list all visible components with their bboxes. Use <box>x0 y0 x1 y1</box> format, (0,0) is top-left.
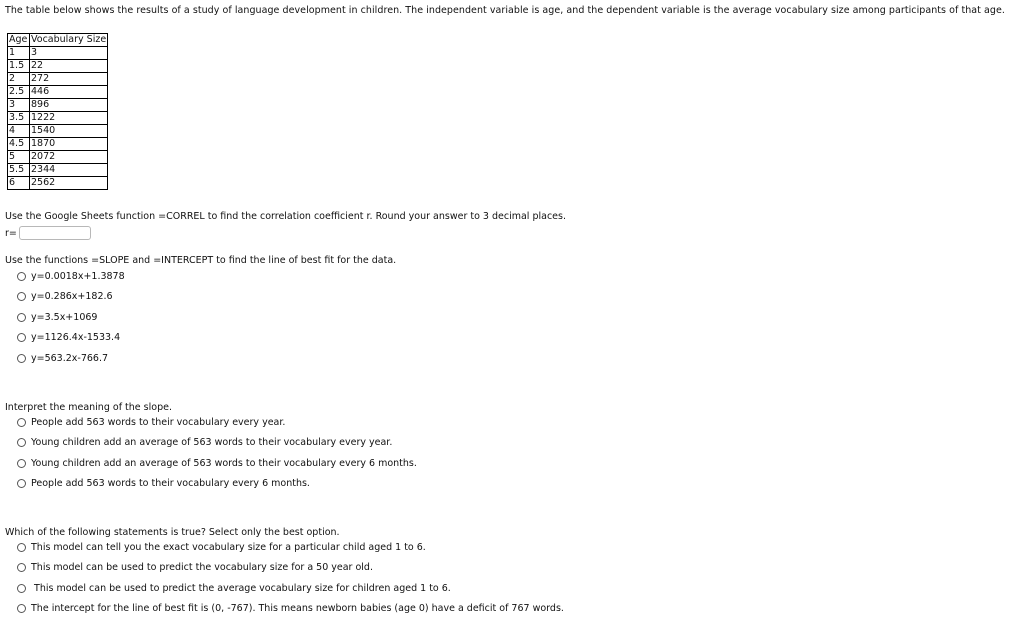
table-row <box>8 86 108 99</box>
q2-options <box>17 266 125 369</box>
option-label: y=563.2x-766.7 <box>31 352 109 364</box>
radio-button[interactable] <box>17 272 26 281</box>
column-header-age: Age <box>8 34 30 47</box>
table-header-row <box>8 34 108 47</box>
radio-button[interactable] <box>17 438 26 447</box>
q2-option[interactable] <box>17 307 125 328</box>
vocabulary-cell: 3 <box>30 47 108 60</box>
radio-button[interactable] <box>17 459 26 468</box>
age-cell: 3 <box>8 99 30 112</box>
radio-button[interactable] <box>17 354 26 363</box>
option-label: This model can be used to predict the average vocabulary size for children aged 1 to 6. <box>31 582 451 594</box>
radio-button[interactable] <box>17 584 26 593</box>
data-table <box>7 33 108 190</box>
radio-button[interactable] <box>17 333 26 342</box>
vocabulary-cell: 2344 <box>30 164 108 177</box>
q4-prompt: Which of the following statements is true? Select only the best option. <box>5 527 340 538</box>
q2-option[interactable] <box>17 348 125 369</box>
radio-button[interactable] <box>17 563 26 572</box>
q3-option[interactable] <box>17 412 417 433</box>
vocabulary-cell: 446 <box>30 86 108 99</box>
age-cell: 5.5 <box>8 164 30 177</box>
vocabulary-cell: 896 <box>30 99 108 112</box>
option-label: This model can be used to predict the vocabulary size for a 50 year old. <box>31 562 373 574</box>
age-cell: 6 <box>8 177 30 190</box>
q2-prompt: Use the functions =SLOPE and =INTERCEPT to find the line of best fit for the data. <box>5 255 397 266</box>
table-row <box>8 60 108 73</box>
radio-button[interactable] <box>17 479 26 488</box>
q4-option[interactable] <box>17 599 564 620</box>
q4-option[interactable] <box>17 578 564 599</box>
option-label: y=0.0018x+1.3878 <box>31 270 125 282</box>
q2-option[interactable] <box>17 266 125 287</box>
table-row <box>8 151 108 164</box>
q4-option[interactable] <box>17 558 564 579</box>
q4-option[interactable] <box>17 537 564 558</box>
option-label: People add 563 words to their vocabulary every 6 months. <box>31 478 310 490</box>
radio-button[interactable] <box>17 418 26 427</box>
table-row <box>8 73 108 86</box>
option-label: y=3.5x+1069 <box>31 311 98 323</box>
q3-option[interactable] <box>17 433 417 454</box>
q3-options <box>17 412 417 494</box>
q3-option[interactable] <box>17 474 417 495</box>
option-label: y=1126.4x-1533.4 <box>31 332 121 344</box>
age-cell: 1.5 <box>8 60 30 73</box>
vocabulary-cell: 2072 <box>30 151 108 164</box>
intro-text: The table below shows the results of a study of language development in children. The independent variable is age, and the dependent variable is the average vocabulary size among participants of that age. <box>5 5 1005 16</box>
age-cell: 4 <box>8 125 30 138</box>
option-label: Young children add an average of 563 words to their vocabulary every 6 months. <box>31 457 417 469</box>
radio-button[interactable] <box>17 292 26 301</box>
option-label: y=0.286x+182.6 <box>31 291 113 303</box>
table-row <box>8 112 108 125</box>
q2-option[interactable] <box>17 328 125 349</box>
vocabulary-cell: 272 <box>30 73 108 86</box>
vocabulary-cell: 2562 <box>30 177 108 190</box>
r-label: r= <box>5 227 17 239</box>
q3-option[interactable] <box>17 453 417 474</box>
table-row <box>8 177 108 190</box>
vocabulary-cell: 1222 <box>30 112 108 125</box>
column-header-vocabulary-size: Vocabulary Size <box>31 34 107 45</box>
age-cell: 2 <box>8 73 30 86</box>
q1-prompt: Use the Google Sheets function =CORREL to find the correlation coefficient r. Round your answer to 3 decimal places. <box>5 211 566 222</box>
q4-options <box>17 537 564 619</box>
age-cell: 2.5 <box>8 86 30 99</box>
table-row <box>8 47 108 60</box>
table-row <box>8 164 108 177</box>
age-cell: 4.5 <box>8 138 30 151</box>
option-label: People add 563 words to their vocabulary every year. <box>31 416 286 428</box>
radio-button[interactable] <box>17 313 26 322</box>
q3-prompt: Interpret the meaning of the slope. <box>5 402 172 413</box>
table-row <box>8 99 108 112</box>
vocabulary-cell: 1540 <box>30 125 108 138</box>
age-cell: 3.5 <box>8 112 30 125</box>
option-label: Young children add an average of 563 words to their vocabulary every year. <box>31 437 393 449</box>
option-label: The intercept for the line of best fit is (0, -767). This means newborn babies (age 0) have a deficit of 767 words. <box>31 603 564 615</box>
q2-option[interactable] <box>17 287 125 308</box>
table-row <box>8 125 108 138</box>
r-answer-row <box>5 226 91 240</box>
r-answer-input[interactable] <box>19 226 91 240</box>
radio-button[interactable] <box>17 604 26 613</box>
vocabulary-cell: 22 <box>30 60 108 73</box>
vocabulary-cell: 1870 <box>30 138 108 151</box>
age-cell: 1 <box>8 47 30 60</box>
age-cell: 5 <box>8 151 30 164</box>
radio-button[interactable] <box>17 543 26 552</box>
option-label: This model can tell you the exact vocabulary size for a particular child aged 1 to 6. <box>31 541 426 553</box>
table-row <box>8 138 108 151</box>
